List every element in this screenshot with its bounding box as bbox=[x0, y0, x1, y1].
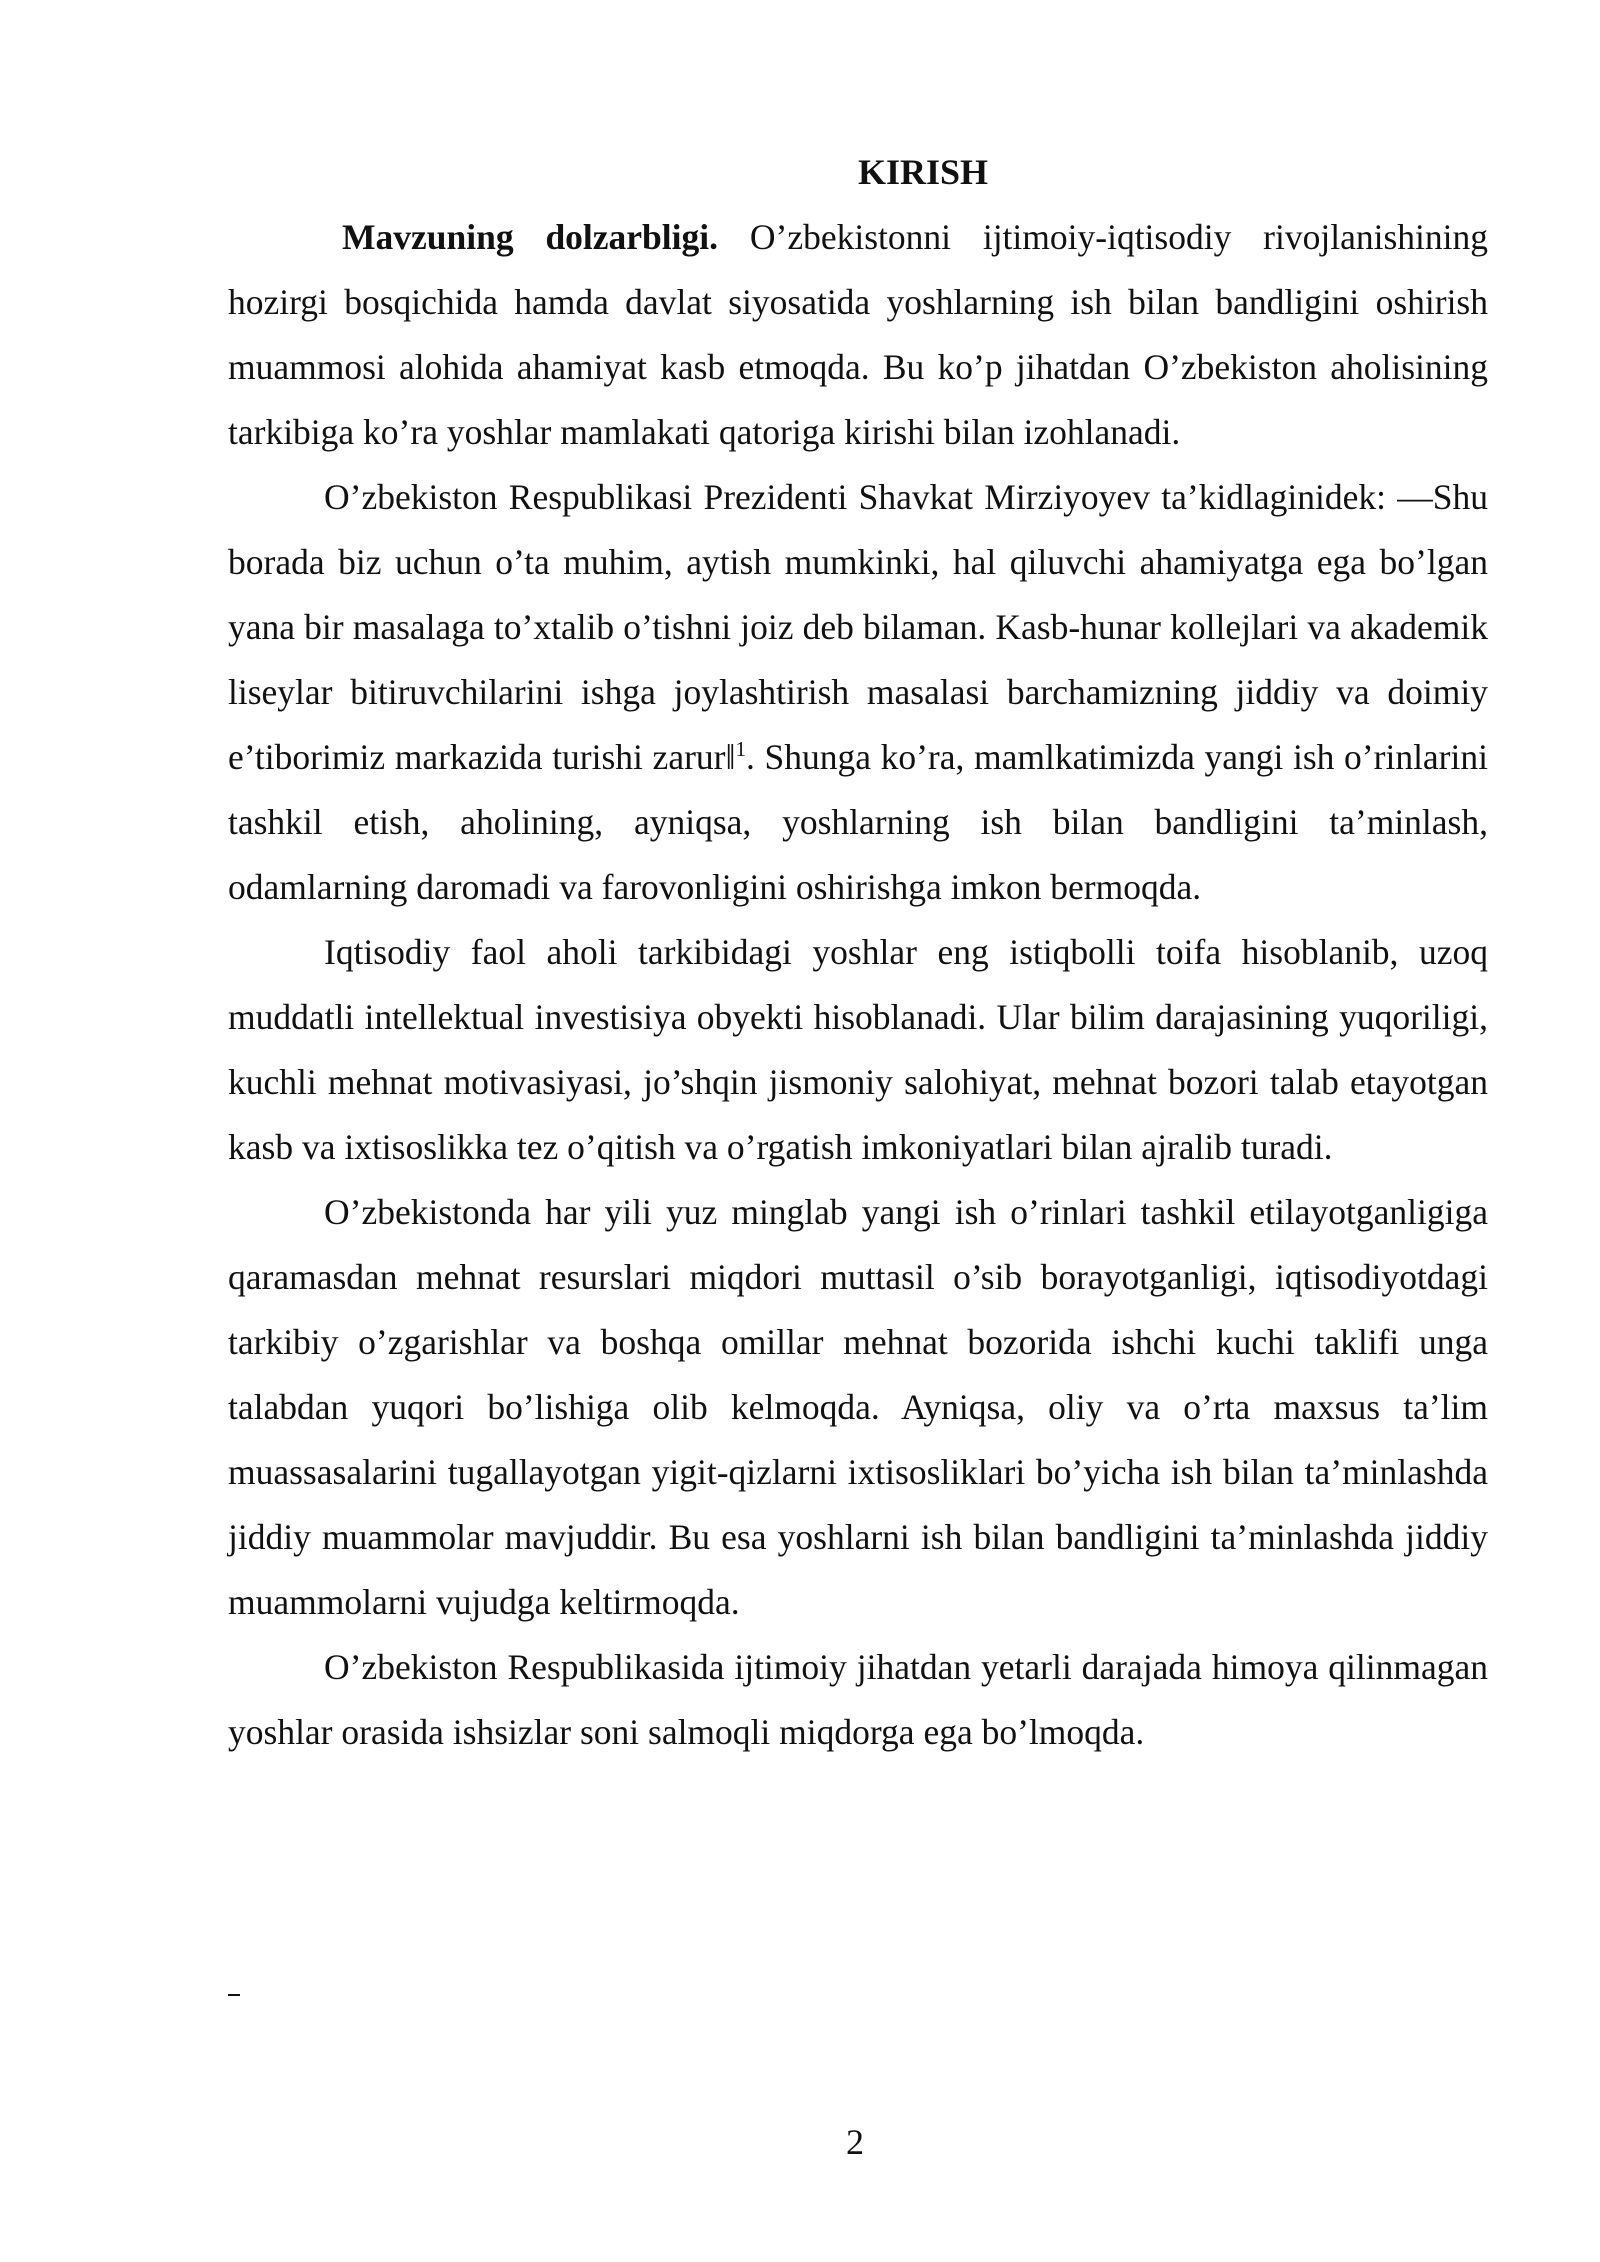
paragraph-labor-market bbox=[228, 1180, 1488, 1635]
paragraph-text: Iqtisodiy faol aholi tarkibidagi yoshlar eng istiqbolli toifa hisoblanib, uzoq muddatli intellektual investisiya obyekti hisoblanadi. Ular bilim darajasining yuqoriligi, kuchli mehnat motivasiyasi, jo’shqin jismoniy salohiyat, mehnat bozori talab etayotgan kasb va ixtisoslikka tez o’qitish va o’rgatish imkoniyatlari bilan ajralib turadi. bbox=[228, 932, 1488, 1167]
paragraph-text: O’zbekiston Respublikasida ijtimoiy jihatdan yetarli darajada himoya qilinmagan yoshlar orasida ishsizlar soni salmoqli miqdorga ega bo’lmoqda. bbox=[228, 1647, 1488, 1752]
document-page bbox=[228, 140, 1488, 1765]
section-heading: KIRISH bbox=[857, 152, 989, 192]
paragraph-lead-bold: Mavzuning dolzarbligi. bbox=[342, 217, 719, 257]
paragraph-text: O’zbekiston Respublikasi Prezidenti Shavkat Mirziyoyev ta’kidlaginidek: ―Shu borada biz uchun o’ta muhim, aytish mumkinki, hal qiluvchi ahamiyatga ega bo’lgan yana bir masalaga to’xtalib o’tishni joiz deb bilaman. Kasb-hunar kollejlari va akademik liseylar bitiruvchilarini ishga joylashtirish masalasi barchamizning jiddiy va doimiy e’tiborimiz markazida turishi zarur‖ bbox=[228, 477, 1488, 777]
footnote-reference[interactable]: 1 bbox=[735, 737, 746, 762]
paragraph-relevance bbox=[228, 205, 1488, 465]
page-number: 2 bbox=[846, 2122, 864, 2162]
paragraph-president-quote bbox=[228, 465, 1488, 920]
paragraph-unemployment bbox=[228, 1635, 1488, 1765]
footnote-separator bbox=[228, 1994, 240, 1996]
paragraph-text: O’zbekistonni ijtimoiy-iqtisodiy rivojlanishining hozirgi bosqichida hamda davlat siyosatida yoshlarning ish bilan bandligini oshirish muammosi alohida ahamiyat kasb etmoqda. Bu ko’p jihatdan O’zbekiston aholisining tarkibiga ko’ra yoshlar mamlakati qatoriga kirishi bilan izohlanadi. bbox=[228, 217, 1489, 452]
paragraph-text: . Shunga ko’ra, mamlkatimizda yangi ish o’rinlarini tashkil etish, aholining, ayniqsa, yoshlarning ish bilan bandligini ta’minlash, odamlarning daromadi va farovonligini oshirishga imkon bermoqda. bbox=[228, 737, 1488, 907]
paragraph-text: O’zbekistonda har yili yuz minglab yangi ish o’rinlari tashkil etilayotganligiga qaramasdan mehnat resurslari miqdori muttasil o’sib borayotganligi, iqtisodiyotdagi tarkibiy o’zgarishlar va boshqa omillar mehnat bozorida ishchi kuchi taklifi unga talabdan yuqori bo’lishiga olib kelmoqda. Ayniqsa, oliy va o’rta maxsus ta’lim muassasalarini tugallayotgan yigit-qizlarni ixtisosliklari bo’yicha ish bilan ta’minlashda jiddiy muammolar mavjuddir. Bu esa yoshlarni ish bilan bandligini ta’minlashda jiddiy muammolarni vujudga keltirmoqda. bbox=[228, 1192, 1488, 1622]
paragraph-youth-investment bbox=[228, 920, 1488, 1180]
